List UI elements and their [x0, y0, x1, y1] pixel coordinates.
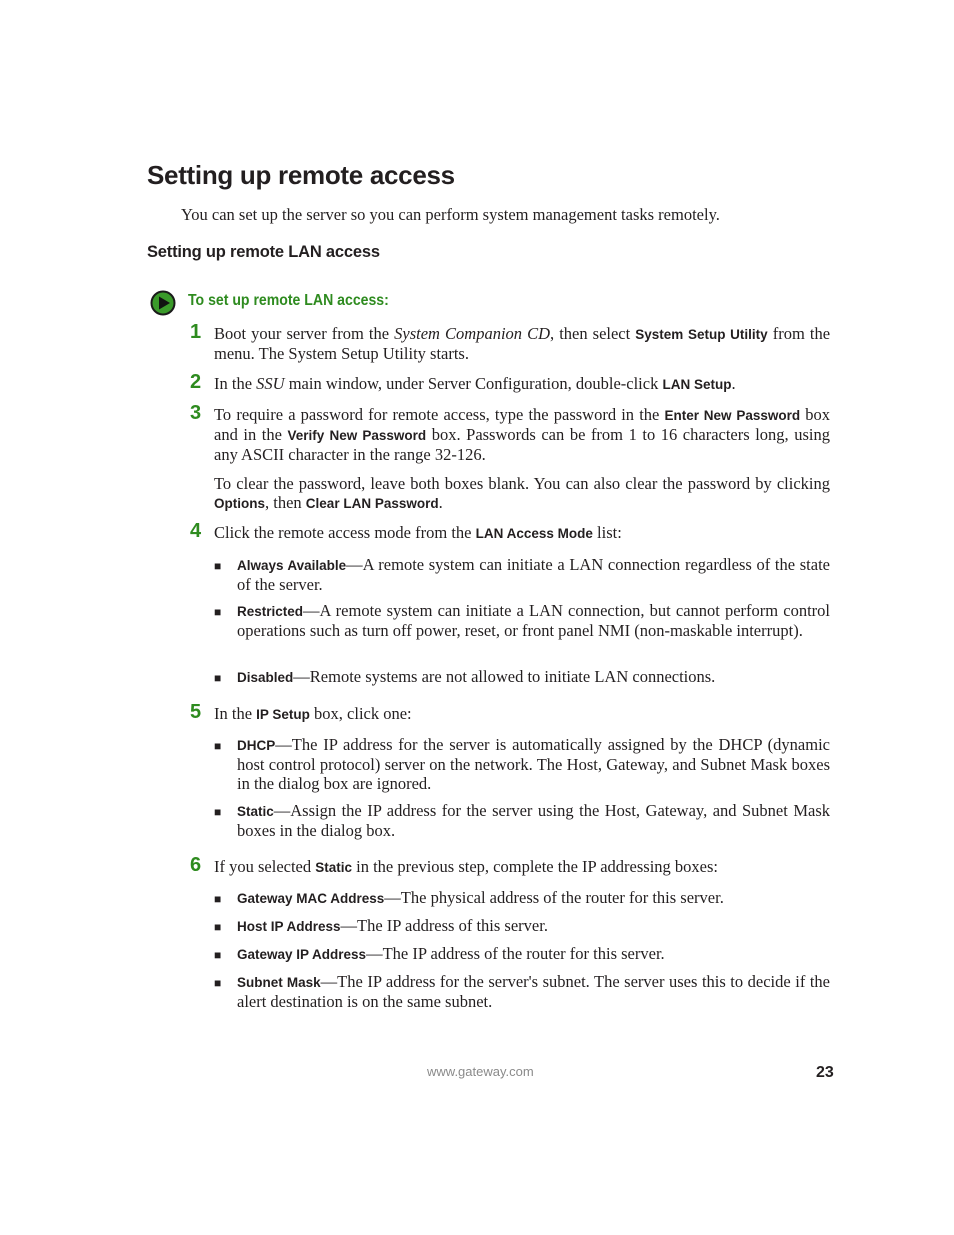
text: —A remote system can initiate a LAN connection regardless of the state of the server. [237, 555, 830, 594]
intro-paragraph: You can set up the server so you can perform system management tasks remotely. [181, 205, 720, 224]
ui-term: DHCP [237, 738, 276, 753]
footer-url[interactable]: www.gateway.com [427, 1064, 534, 1079]
ui-term: Options [214, 496, 265, 511]
list-item [237, 555, 830, 594]
bullet-icon: ■ [214, 671, 222, 685]
text: —The physical address of the router for this server. [384, 888, 724, 907]
ui-term: Clear LAN Password [305, 496, 439, 511]
emphasis: System Companion CD [394, 324, 551, 343]
text: —The IP address of this server. [340, 916, 548, 935]
step-number: 2 [190, 371, 202, 393]
section-subtitle: Setting up remote LAN access [147, 243, 380, 261]
step-number: 3 [190, 402, 202, 424]
page-title: Setting up remote access [147, 160, 455, 190]
text: box and in the [214, 405, 831, 444]
bullet-icon: ■ [214, 976, 222, 990]
page-number: 23 [816, 1064, 834, 1081]
text: —Remote systems are not allowed to initiate LAN connections. [293, 667, 716, 686]
step-1-text [214, 324, 830, 363]
bullet-icon: ■ [214, 948, 222, 962]
ui-term: Always Available [237, 558, 347, 573]
ui-term: Restricted [237, 604, 304, 619]
list-item [237, 916, 830, 936]
list-item [237, 944, 830, 964]
step-4-text [214, 523, 830, 543]
text: . [438, 493, 443, 512]
text: —Assign the IP address for the server using the Host, Gateway, and Subnet Mask boxes in the dialog box. [237, 801, 830, 840]
text: list: [592, 523, 622, 542]
ui-term: Gateway MAC Address [237, 891, 385, 906]
bullet-icon: ■ [214, 739, 222, 753]
ui-term: Static [237, 804, 274, 819]
step-3-note [214, 474, 830, 513]
list-item [237, 667, 830, 687]
bullet-icon: ■ [214, 605, 222, 619]
procedure-title: To set up remote LAN access: [188, 292, 389, 309]
bullet-icon: ■ [214, 920, 222, 934]
text: , then select [550, 324, 636, 343]
list-item [237, 601, 830, 640]
ui-term: IP Setup [256, 707, 310, 722]
step-6-text [214, 857, 830, 877]
text: box, click one: [309, 704, 412, 723]
text: —The IP address for the server's subnet. The server uses this to decide if the alert destination is on the same subnet. [237, 972, 830, 1011]
emphasis: SSU [256, 374, 285, 393]
step-number: 1 [190, 321, 202, 343]
ui-term: LAN Setup [662, 377, 732, 392]
step-number: 6 [190, 854, 202, 876]
list-item [237, 735, 830, 793]
ui-term: Host IP Address [237, 919, 341, 934]
bullet-icon: ■ [214, 805, 222, 819]
bullet-icon: ■ [214, 892, 222, 906]
text: To require a password for remote access, type the password in the [214, 405, 665, 424]
bullet-icon: ■ [214, 559, 222, 573]
text: —A remote system can initiate a LAN connection, but cannot perform control operations such as turn off power, reset, or front panel NMI (non-maskable interrupt). [237, 601, 830, 640]
ui-term: Static [315, 860, 353, 875]
text: In the [214, 374, 257, 393]
step-5-text [214, 704, 830, 724]
text: main window, under Server Configuration, double-click [284, 374, 663, 393]
ui-term: Gateway IP Address [237, 947, 367, 962]
text: In the [214, 704, 257, 723]
text: box. Passwords can be from 1 to 16 characters long, using any ASCII character in the range 32-126. [214, 425, 830, 464]
text: from the menu. The System Setup Utility starts. [214, 324, 831, 363]
text: Boot your server from the [214, 324, 395, 343]
step-number: 4 [190, 520, 202, 542]
list-item [237, 888, 830, 908]
step-number: 5 [190, 701, 202, 723]
list-item [237, 801, 830, 840]
text: —The IP address for the server is automatically assigned by the DHCP (dynamic host control protocol) server on the network. The Host, Gateway, and Subnet Mask boxes in the dialog box are ignored. [237, 735, 830, 793]
ui-term: Verify New Password [287, 428, 427, 443]
list-item [237, 972, 830, 1011]
text: . [731, 374, 736, 393]
ui-term: Enter New Password [664, 408, 801, 423]
step-2-text [214, 374, 830, 394]
text: To clear the password, leave both boxes blank. You can also clear the password by clicking [214, 474, 830, 493]
text: Click the remote access mode from the [214, 523, 476, 542]
text: , then [265, 493, 306, 512]
text: in the previous step, complete the IP addressing boxes: [352, 857, 718, 876]
ui-term: LAN Access Mode [475, 526, 593, 541]
text: If you selected [214, 857, 316, 876]
ui-term: System Setup Utility [635, 327, 768, 342]
text: —The IP address of the router for this server. [366, 944, 665, 963]
ui-term: Subnet Mask [237, 975, 321, 990]
step-3-text [214, 405, 830, 464]
ui-term: Disabled [237, 670, 294, 685]
play-arrow-icon [150, 290, 176, 316]
